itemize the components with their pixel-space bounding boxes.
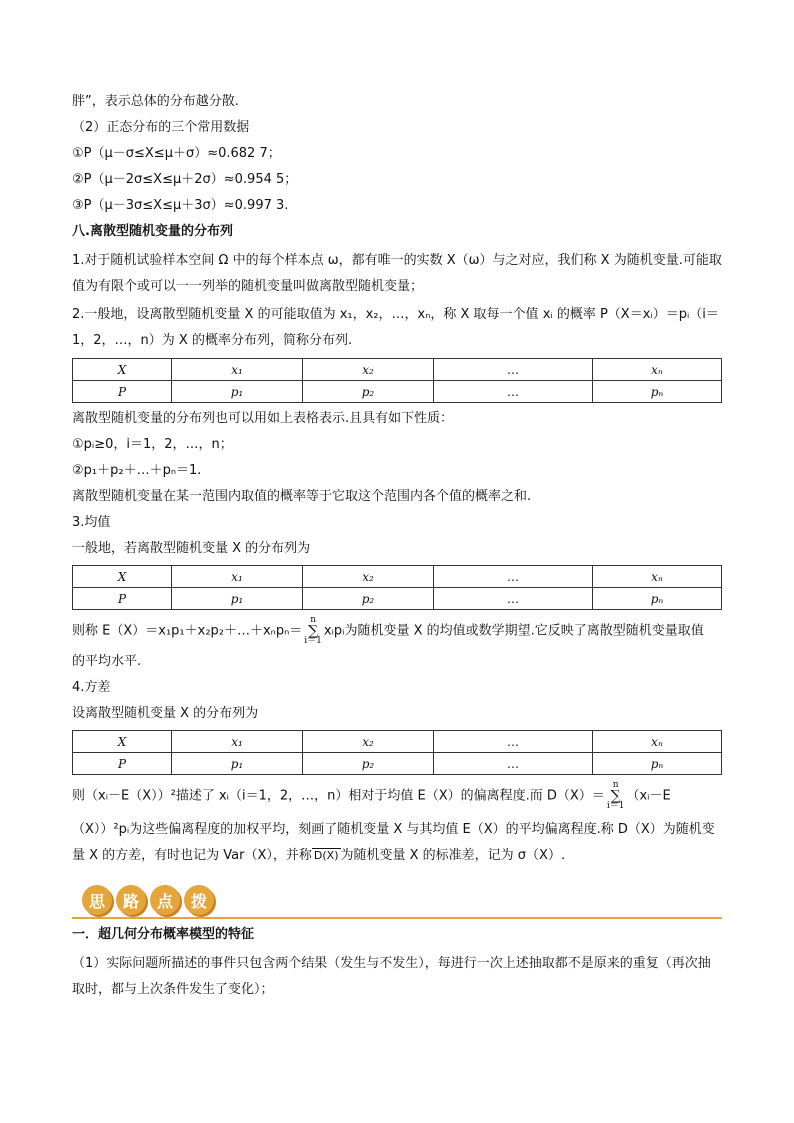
- square-root: D(X): [313, 849, 339, 862]
- table-cell: p₁: [172, 381, 303, 403]
- table-row: [73, 753, 722, 775]
- section-heading: 一．超几何分布概率模型的特征: [72, 927, 255, 942]
- table-row: [73, 359, 722, 381]
- table-cell: pₙ: [593, 381, 722, 403]
- banner-divider: [72, 917, 722, 919]
- table-cell: X: [73, 731, 172, 753]
- formula-line: [72, 781, 722, 811]
- sigma-glyph: ∑: [610, 788, 621, 804]
- formula-line: [72, 616, 722, 646]
- table-cell: xₙ: [593, 359, 722, 381]
- sum-upper: n: [612, 780, 619, 790]
- table-cell: …: [434, 566, 593, 588]
- table-cell: X: [73, 566, 172, 588]
- table-cell: P: [73, 588, 172, 610]
- paragraph: 1.对于随机试验样本空间 Ω 中的每个样本点 ω，都有唯一的实数 X（ω）与之对应，我们称 X 为随机变量.可能取值为有限个或可以一一列举的随机变量叫做离散型随机变量；: [72, 253, 722, 294]
- paragraph: 的平均水平.: [72, 654, 142, 669]
- formula-line: ②P（μ－2σ≤X≤μ＋2σ）≈0.954 5；: [72, 172, 298, 187]
- formula-line: ①pᵢ≥0，i＝1，2，…，n；: [72, 437, 233, 452]
- table-cell: xₙ: [593, 566, 722, 588]
- section-banner: [72, 883, 722, 921]
- paragraph: 离散型随机变量的分布列也可以用如上表格表示.且具有如下性质：: [72, 411, 454, 426]
- sum-lower: i＝1: [304, 636, 322, 646]
- paragraph: （2）正态分布的三个常用数据: [72, 120, 250, 135]
- formula-text: （X））²pᵢ为这些偏离程度的加权平均，刻画了随机变量 X 与其均值 E（X）的平均偏离程度.称 D（X）为随机变量 X 的方差，有时也记为 Var（X），并称: [72, 822, 715, 863]
- paragraph: （1）实际问题所描述的事件只包含两个结果（发生与不发生），每进行一次上述抽取都不是原来的重复（再次抽取时，都与上次条件发生了变化）；: [72, 956, 711, 997]
- paragraph: [72, 817, 722, 869]
- table-cell: p₁: [172, 753, 303, 775]
- summation-symbol: [607, 781, 625, 811]
- table-row: [73, 588, 722, 610]
- table-cell: x₂: [303, 359, 434, 381]
- formula-text: 则称 E（X）＝x₁p₁＋x₂p₂＋…＋xₙpₙ＝: [72, 623, 303, 639]
- formula-text: 则（xᵢ－E（X））²描述了 xᵢ（i＝1，2，…，n）相对于均值 E（X）的偏离程度.而 D（X）＝: [72, 788, 605, 804]
- table-cell: x₂: [303, 566, 434, 588]
- paragraph: 胖”，表示总体的分布越分散.: [72, 94, 239, 109]
- table-row: [73, 731, 722, 753]
- document-page: [72, 92, 722, 1005]
- paragraph: 设离散型随机变量 X 的分布列为: [72, 706, 259, 721]
- formula-text: xᵢpᵢ为随机变量 X 的均值或数学期望.它反映了离散型随机变量取值: [323, 623, 704, 639]
- table-cell: p₁: [172, 588, 303, 610]
- section-heading: 八.离散型随机变量的分布列: [72, 224, 233, 239]
- distribution-table: [72, 730, 722, 775]
- table-cell: P: [73, 753, 172, 775]
- table-row: [73, 566, 722, 588]
- table-cell: …: [434, 381, 593, 403]
- table-cell: P: [73, 381, 172, 403]
- formula-line: ③P（μ－3σ≤X≤μ＋3σ）≈0.997 3.: [72, 198, 289, 213]
- paragraph: 一般地，若离散型随机变量 X 的分布列为: [72, 541, 311, 556]
- sigma-glyph: ∑: [308, 623, 319, 639]
- table-cell: …: [434, 731, 593, 753]
- table-cell: pₙ: [593, 753, 722, 775]
- table-cell: p₂: [303, 753, 434, 775]
- subsection-title: 3.均值: [72, 515, 111, 530]
- banner-char: 思: [82, 885, 112, 915]
- table-cell: pₙ: [593, 588, 722, 610]
- paragraph: 离散型随机变量在某一范围内取值的概率等于它取这个范围内各个值的概率之和.: [72, 489, 532, 504]
- table-cell: …: [434, 753, 593, 775]
- banner-title: [82, 885, 214, 915]
- table-cell: X: [73, 359, 172, 381]
- table-cell: x₂: [303, 731, 434, 753]
- formula-text: 为随机变量 X 的标准差，记为 σ（X）.: [340, 848, 566, 863]
- sum-lower: i＝1: [606, 801, 625, 811]
- summation-symbol: [304, 616, 322, 646]
- table-row: [73, 381, 722, 403]
- banner-char: 点: [150, 885, 180, 915]
- table-cell: xₙ: [593, 731, 722, 753]
- formula-text: （xᵢ－E: [626, 788, 671, 804]
- banner-char: 路: [116, 885, 146, 915]
- table-cell: p₂: [303, 588, 434, 610]
- table-cell: x₁: [172, 566, 303, 588]
- banner-char: 拨: [184, 885, 214, 915]
- distribution-table: [72, 565, 722, 610]
- formula-line: ①P（μ－σ≤X≤μ＋σ）≈0.682 7；: [72, 146, 281, 161]
- paragraph: 2.一般地，设离散型随机变量 X 的可能取值为 x₁，x₂，…，xₙ，称 X 取每一个值 xᵢ 的概率 P（X＝xᵢ）＝pᵢ（i＝1，2，…，n）为 X 的概率分布列，简称分布列.: [72, 307, 719, 348]
- distribution-table: [72, 358, 722, 403]
- table-cell: x₁: [172, 359, 303, 381]
- formula-line: ②p₁＋p₂＋…＋pₙ＝1.: [72, 463, 202, 478]
- table-cell: …: [434, 588, 593, 610]
- table-cell: …: [434, 359, 593, 381]
- sum-upper: n: [310, 615, 316, 625]
- subsection-title: 4.方差: [72, 680, 111, 695]
- table-cell: x₁: [172, 731, 303, 753]
- table-cell: p₂: [303, 381, 434, 403]
